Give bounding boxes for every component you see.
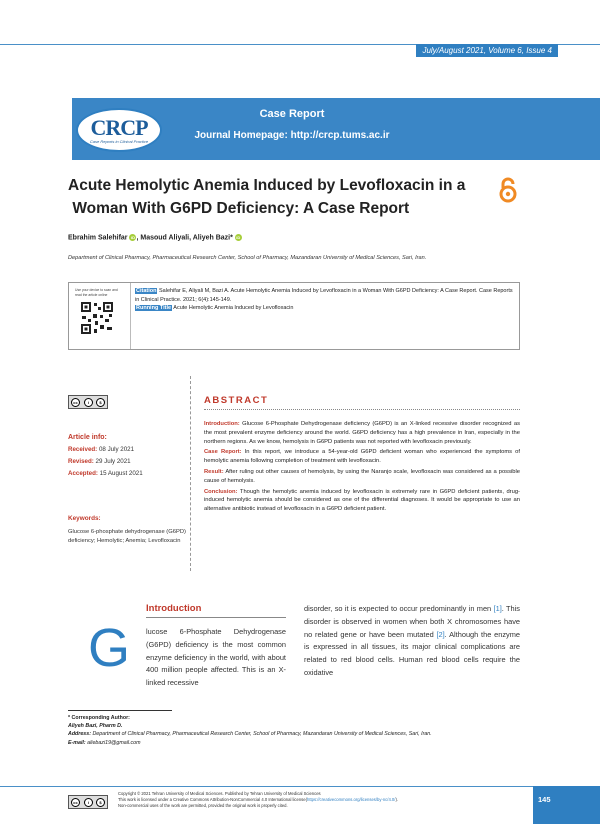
keywords [68, 514, 186, 547]
abstract-result: Result: After ruling out other causes of hemolysis, by using the Naranjo scale, levofloxacin was considered as a possible cause of hemolysis. [204, 468, 520, 484]
open-access-icon [498, 177, 518, 203]
cc-icon: cc [71, 798, 80, 807]
abstract-conclusion: Conclusion: Though the hemolytic anemia induced by levofloxacin is extremely rare in G6PD deficient patients, drug-induced hemolytic anemia should be considered as one of the differential diagnoses. It would be appropriate to use an alternative antibiotic instead of levofloxacin in a G6PD deficient patient. [204, 488, 520, 513]
corresponding-author: * Corresponding Author: Aliyeh Bazi, Pharm D. Address: Department of Clinical Pharmacy, Pharmaceutical Research Center, School of Pharmacy, Mazandaran University of Medical Sciences, Sari, Iran. E-mail: aliebazi19@gmail.com [68, 715, 432, 746]
affiliation: Department of Clinical Pharmacy, Pharmaceutical Research Center, School of Pharmacy, Mazandaran University of Medical Sciences, Sari, Iran. [68, 255, 427, 261]
reference-link[interactable]: [2] [436, 629, 445, 639]
cc-license-badge-icon[interactable] [68, 395, 108, 409]
keywords-heading: Keywords: [68, 515, 101, 522]
orcid-icon[interactable]: iD [130, 235, 135, 240]
article-info [68, 432, 183, 480]
logo-text: CRCP [90, 114, 148, 140]
logo-subtitle: Case Reports in Clinical Practice [89, 138, 149, 144]
citation-box [68, 282, 520, 350]
by-icon: i [84, 798, 93, 807]
reference-link[interactable]: [1] [493, 604, 502, 613]
footnote-rule [68, 710, 172, 711]
article-title: Acute Hemolytic Anemia Induced by Levofloxacin in a Woman With G6PD Deficiency: A Case Report [68, 177, 466, 217]
journal-logo [76, 108, 162, 152]
revised-date: Revised: 29 July 2021 [68, 458, 131, 465]
cc-license-badge-icon[interactable] [68, 795, 108, 809]
nc-icon: $ [96, 798, 105, 807]
abstract-introduction: Introduction: Glucose 6-Phosphate Dehydrogenase deficiency (G6PD) is an X-linked recessive disorder recognized as the most prevalent enzyme deficiency around the world. G6PD deficiency has a high prevalence in Iran, especially in the northern regions. As we know, hemolysis in G6PD patients was not reported with levofloxacin previously. [204, 421, 520, 445]
orcid-icon[interactable]: iD [236, 235, 241, 240]
by-icon: i [84, 398, 93, 407]
cc-icon: cc [71, 398, 80, 407]
copyright-notice: Copyright © 2021 Tehran University of Medical Sciences. Published by Tehran University of Medical Sciences This work is licensed under a Creative Commons Attribution-NonCommercial 4.0 International license(https://creativecommons.org/licenses/by-nc/4.0/). Non-commercial uses of the work are permitted, provided the original work is properly cited. [118, 791, 398, 808]
qr-code-icon[interactable] [80, 301, 114, 335]
introduction-right-column: disorder, so it is expected to occur predominantly in men [1]. This disorder is observed in women when both X chromosomes have no related gene or have been mutated [2]. Although the enzyme is expressed in all tissues, its major clinical complications are related to red blood cells. Human red blood cells require the oxidative [304, 604, 520, 677]
license-link[interactable]: https://creativecommons.org/licenses/by-nc/4.0/ [306, 797, 396, 802]
nc-icon: $ [96, 398, 105, 407]
running-title-label: Running Title [136, 305, 172, 311]
introduction-left-column: lucose 6-Phosphate Dehydrogenase (G6PD) deficiency is the most common enzyme deficiency in the world, with about 400 million people affected. This is an X-linked recessive [146, 627, 286, 688]
issue-label: July/August 2021, Volume 6, Issue 4 [416, 44, 558, 57]
author-list: Ebrahim Salehifar iD , Masoud Aliyali, Aliyeh Bazi* iD [68, 234, 241, 242]
keywords-text: Glucose 6-phosphate dehydrogenase (G6PD) deficiency; Hemolytic; Anemia; Levofloxacin [68, 528, 186, 544]
qr-caption: Use your device to scan and read the article online [75, 288, 118, 297]
drop-cap: G [88, 618, 131, 678]
running-title-text: Acute Hemolytic Anemia Induced by Levofloxacin [173, 305, 294, 311]
article-info-heading: Article info: [68, 434, 107, 441]
citation-label: Citation [136, 288, 157, 294]
abstract-heading: ABSTRACT [204, 395, 269, 406]
abstract-case-report: Case Report: In this report, we introduce a 54-year-old G6PD deficient woman who experienced the symptoms of hemolytic anemia following completion of treatment with levofloxacin. [204, 449, 520, 465]
issue-bar [0, 44, 600, 58]
qr-panel [69, 283, 131, 349]
citation-text-block [135, 287, 517, 313]
article-type: Case Report [259, 108, 325, 120]
author-email[interactable]: aliebazi19@gmail.com [87, 739, 141, 746]
column-divider [190, 376, 191, 571]
abstract-rule [204, 409, 520, 410]
introduction-heading: Introduction [146, 603, 202, 614]
accepted-date: Accepted: 15 August 2021 [68, 470, 143, 477]
page-number: 145 [533, 786, 600, 824]
introduction-rule [146, 617, 286, 618]
abstract-body [204, 420, 520, 516]
journal-homepage[interactable]: Journal Homepage: http://crcp.tums.ac.ir [194, 130, 390, 141]
citation-text: Salehifar E, Aliyali M, Bazi A. Acute Hemolytic Anemia Induced by Levofloxacin in a Woman With G6PD Deficiency: A Case Report. Case Reports in Clinical Practice. 2021; 6(4):145-149. [135, 288, 513, 303]
received-date: Received: 08 July 2021 [68, 446, 135, 453]
footer-rule [0, 786, 600, 787]
